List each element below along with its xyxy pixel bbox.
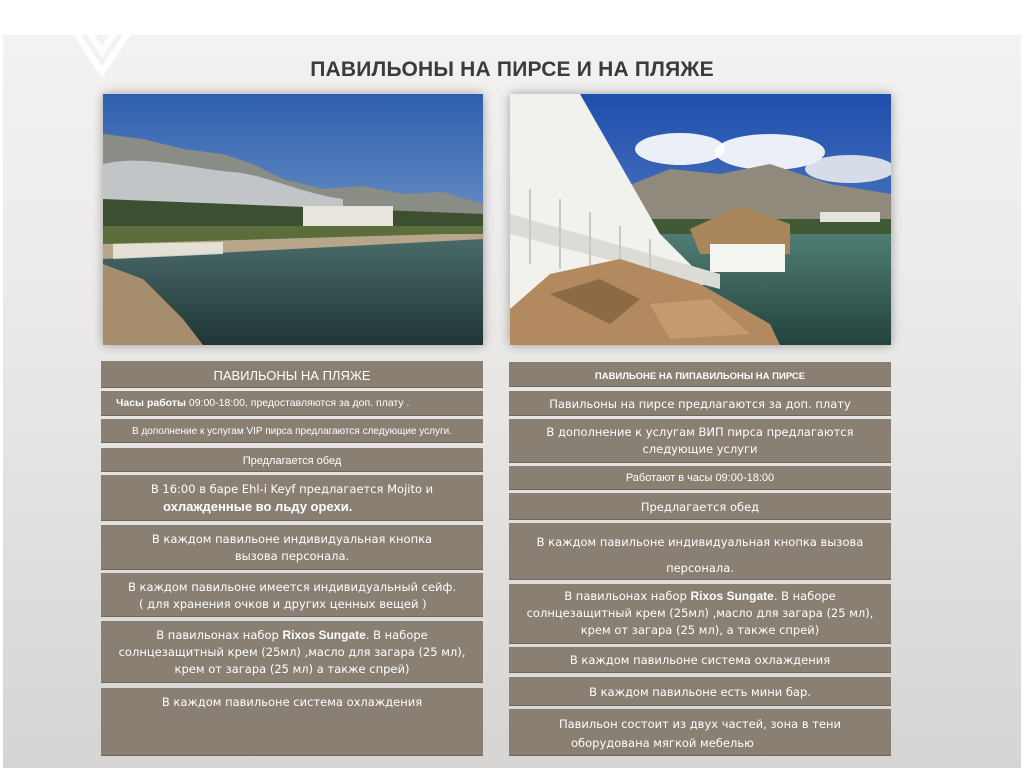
pier-cooling: В каждом павильоне система охлаждения (509, 647, 891, 673)
beach-call-button: В каждом павильоне индивидуальная кнопка вызова персонала. (101, 525, 483, 570)
beach-lunch: Предлагается обед (101, 448, 483, 472)
pier-photo (510, 94, 891, 345)
pier-paid: Павильоны на пирсе предлагаются за доп. плату (509, 391, 891, 416)
page-title: ПАВИЛЬОНЫ НА ПИРСЕ И НА ПЛЯЖЕ (310, 58, 714, 81)
pier-hours: Работают в часы 09:00-18:00 (509, 466, 891, 490)
brand-name: Rixos Sungate (690, 589, 774, 603)
beach-sunscreen-set: В павильонах набор Rixos Sungate. В наборе солнцезащитный крем (25мл) ,масло для загара (25 мл), крем от загара (25 мл) а также спрей) (101, 621, 483, 683)
pier-vip-note: В дополнение к услугам ВИП пирса предлагаются следующие услуги (509, 419, 891, 463)
hours-label: Часы работы (116, 397, 186, 409)
beach-bar-offer: В 16:00 в баре Ehl-i Keyf предлагается Mojito и охлажденные во льду орехи. (101, 475, 483, 521)
beach-cooling: В каждом павильоне система охлаждения (101, 688, 483, 756)
beach-photo (103, 94, 483, 345)
pier-two-parts: Павильон состоит из двух частей, зона в тени оборудована мягкой мебелью (509, 709, 891, 756)
beach-safe: В каждом павильоне имеется индивидуальный сейф. ( для хранения очков и других ценных вещей ) (101, 573, 483, 617)
pier-sunscreen-set: В павильонах набор Rixos Sungate. В наборе солнцезащитный крем (25мл) ,масло для загара (25 мл), крем от загара (25 мл), а также спрей) (509, 584, 891, 644)
beach-hours-row (101, 391, 483, 416)
pier-lunch: Предлагается обед (509, 493, 891, 520)
pier-minibar: В каждом павильоне есть мини бар. (509, 677, 891, 706)
hours-value: 09:00-18:00, предоставляются за доп. плату . (185, 397, 410, 409)
pier-call-button: В каждом павильоне индивидуальная кнопка вызова персонала. (509, 523, 891, 580)
beach-vip-note: В дополнение к услугам VIP пирса предлагаются следующие услуги. (101, 419, 483, 443)
brand-name: Rixos Sungate (282, 628, 366, 642)
pier-pavilions-heading: ПАВИЛЬОНЕ НА ПИПАВИЛЬОНЫ НА ПИРСЕ (509, 362, 891, 387)
beach-pavilions-heading: ПАВИЛЬОНЫ НА ПЛЯЖЕ (101, 361, 483, 388)
